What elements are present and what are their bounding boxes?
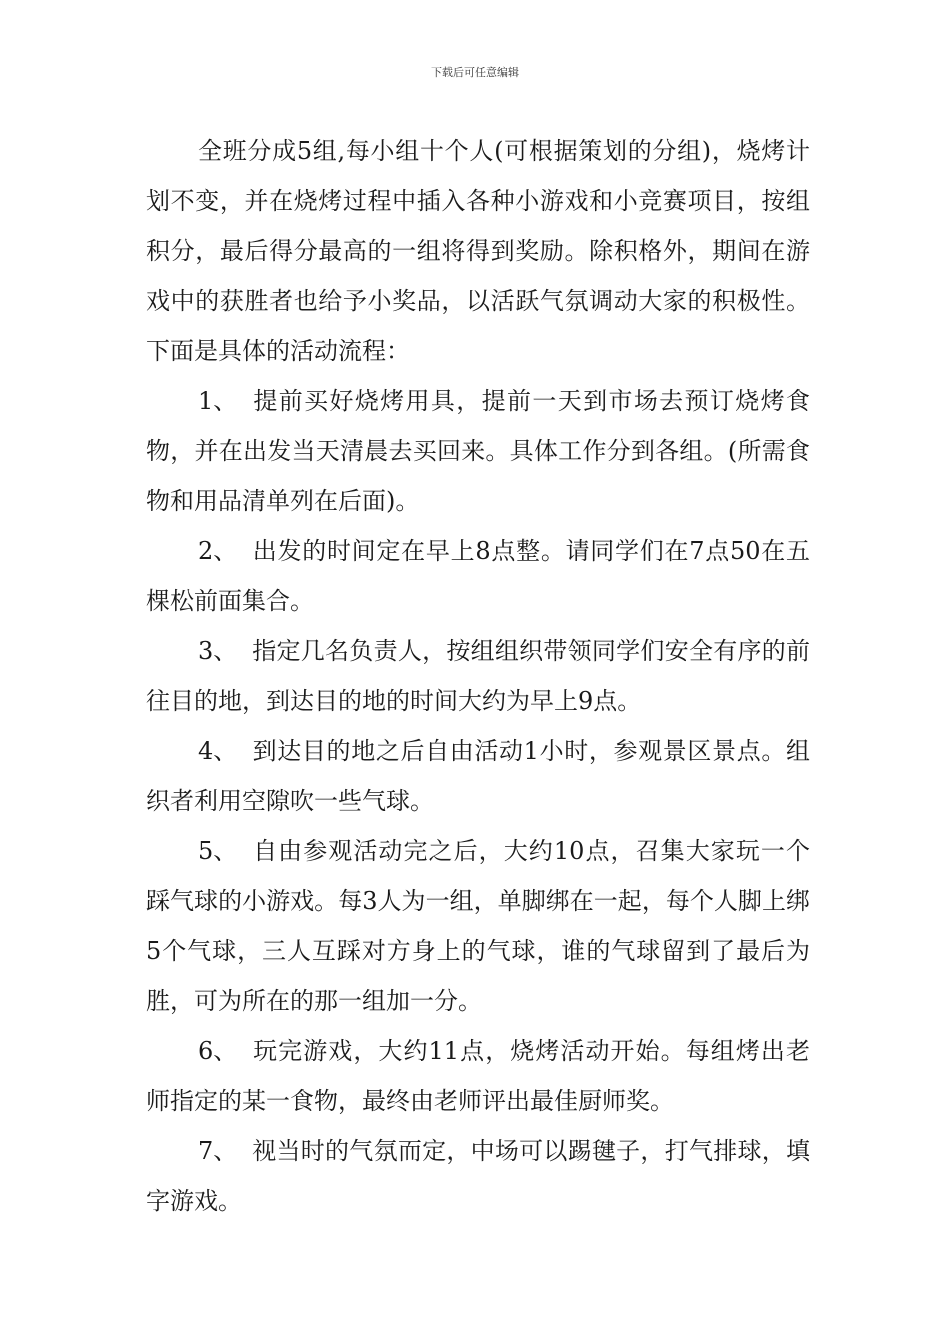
step-number: 4、 [198,737,238,765]
step-item [146,526,810,626]
step-item [146,726,810,826]
step-text: 到达目的地之后自由活动1小时，参观景区景点。组织者利用空隙吹一些气球。 [146,737,810,815]
step-item [146,626,810,726]
step-number: 3、 [198,637,238,665]
step-item [146,1126,810,1226]
step-text: 视当时的气氛而定，中场可以踢毽子，打气排球，填字游戏。 [146,1137,810,1215]
step-number: 1、 [198,387,238,415]
step-text: 自由参观活动完之后，大约10点，召集大家玩一个踩气球的小游戏。每3人为一组，单脚绑在一起，每个人脚上绑5个气球，三人互踩对方身上的气球，谁的气球留到了最后为胜，可为所在的那一组加一分。 [146,837,810,1015]
step-text: 出发的时间定在早上8点整。请同学们在7点50在五棵松前面集合。 [146,537,810,615]
step-number: 5、 [198,837,238,865]
page-header: 下载后可任意编辑 [431,66,519,79]
step-text: 玩完游戏，大约11点，烧烤活动开始。每组烤出老师指定的某一食物，最终由老师评出最佳厨师奖。 [146,1037,810,1115]
step-number: 7、 [198,1137,238,1165]
step-text: 指定几名负责人，按组组织带领同学们安全有序的前往目的地，到达目的地的时间大约为早上9点。 [146,637,810,715]
step-item [146,376,810,526]
intro-paragraph: 全班分成5组,每小组十个人(可根据策划的分组)，烧烤计划不变，并在烧烤过程中插入各种小游戏和小竞赛项目，按组积分，最后得分最高的一组将得到奖励。除积格外，期间在游戏中的获胜者也给予小奖品，以活跃气氛调动大家的积极性。下面是具体的活动流程： [146,137,810,365]
step-text: 提前买好烧烤用具，提前一天到市场去预订烧烤食物，并在出发当天清晨去买回来。具体工作分到各组。(所需食物和用品清单列在后面)。 [146,387,810,515]
document-body [146,126,810,1226]
step-item [146,1026,810,1126]
step-number: 6、 [198,1037,238,1065]
step-number: 2、 [198,537,238,565]
step-item [146,826,810,1026]
